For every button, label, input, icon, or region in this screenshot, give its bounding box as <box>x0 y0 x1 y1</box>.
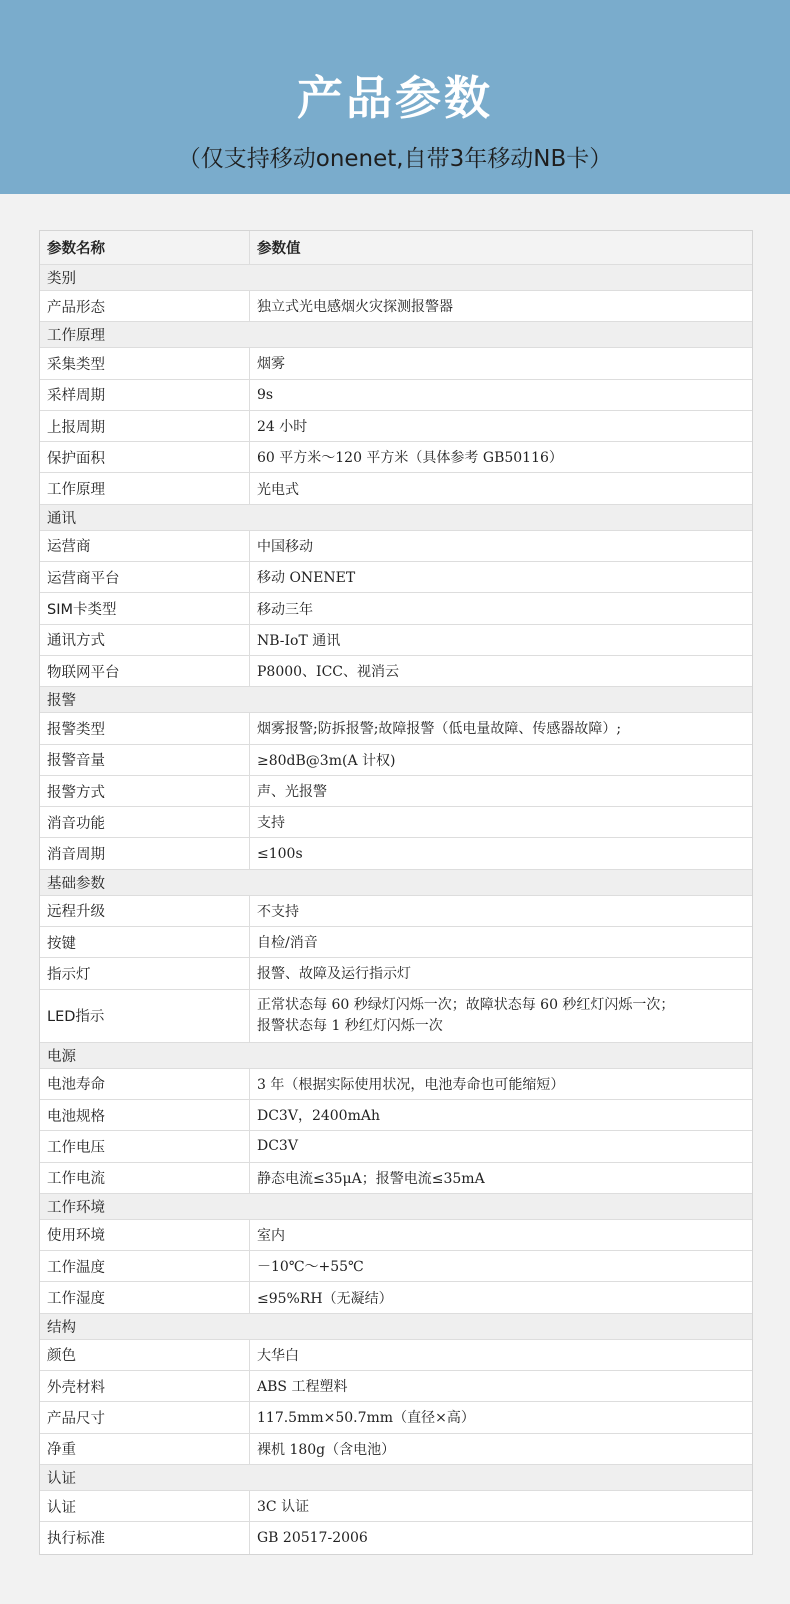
section-title: 工作原理 <box>47 328 105 345</box>
param-name: 报警音量 <box>40 745 250 775</box>
param-value: 不支持 <box>257 903 299 920</box>
table-row <box>40 531 752 562</box>
param-name: 产品形态 <box>40 291 250 321</box>
param-value: ≥80dB@3m(A 计权) <box>257 752 396 769</box>
column-header-value: 参数值 <box>257 241 301 257</box>
param-value: 移动三年 <box>257 601 313 618</box>
param-value: 裸机 180g（含电池） <box>257 1441 396 1458</box>
section-row <box>40 870 752 896</box>
section-title: 类别 <box>47 271 76 287</box>
param-value <box>250 990 752 1042</box>
table-row <box>40 1491 752 1522</box>
param-value: DC3V <box>257 1138 298 1155</box>
table-row <box>40 1251 752 1282</box>
param-name: 通讯方式 <box>40 625 250 655</box>
table-row <box>40 1131 752 1162</box>
param-name: 认证 <box>40 1491 250 1521</box>
param-value: 移动 ONENET <box>257 570 356 587</box>
section-row <box>40 505 752 531</box>
table-row <box>40 562 752 593</box>
param-value: P8000、ICC、视消云 <box>257 664 400 681</box>
table-row <box>40 411 752 442</box>
section-title: 结构 <box>47 1319 76 1336</box>
param-value-line: 报警状态每 1 秒红灯闪烁一次 <box>257 1017 443 1034</box>
param-name: 产品尺寸 <box>40 1402 250 1432</box>
table-row <box>40 927 752 958</box>
table-body <box>40 265 752 1554</box>
section-row <box>40 322 752 348</box>
param-value: 光电式 <box>257 481 299 498</box>
param-name: 颜色 <box>40 1340 250 1370</box>
table-row <box>40 958 752 989</box>
table-row <box>40 713 752 744</box>
param-value: 室内 <box>257 1227 285 1244</box>
param-value: 大华白 <box>257 1347 299 1364</box>
param-value: ≤100s <box>257 845 303 862</box>
param-value: 报警、故障及运行指示灯 <box>257 966 411 983</box>
table-row <box>40 745 752 776</box>
table-row <box>40 1522 752 1553</box>
section-row <box>40 1465 752 1491</box>
param-name: 工作温度 <box>40 1251 250 1281</box>
param-value: 60 平方米～120 平方米（具体参考 GB50116） <box>257 450 563 467</box>
table-row <box>40 1402 752 1433</box>
section-title: 工作环境 <box>47 1199 105 1216</box>
param-name: 报警类型 <box>40 713 250 743</box>
header-banner <box>0 0 790 194</box>
param-name: 报警方式 <box>40 776 250 806</box>
param-name: 电池寿命 <box>40 1069 250 1099</box>
table-row <box>40 656 752 687</box>
param-value-line: 正常状态每 60 秒绿灯闪烁一次；故障状态每 60 秒红灯闪烁一次； <box>257 996 675 1013</box>
param-name: 采集类型 <box>40 348 250 378</box>
param-name: 工作电流 <box>40 1163 250 1193</box>
table-row <box>40 896 752 927</box>
param-name: 使用环境 <box>40 1220 250 1250</box>
param-name: 上报周期 <box>40 411 250 441</box>
table-row <box>40 1371 752 1402</box>
table-row <box>40 593 752 624</box>
param-value: NB-IoT 通讯 <box>257 632 341 649</box>
param-name: 运营商 <box>40 531 250 561</box>
param-name: 净重 <box>40 1434 250 1464</box>
param-name: 消音功能 <box>40 807 250 837</box>
param-value: －10℃～+55℃ <box>257 1259 364 1276</box>
section-title: 认证 <box>47 1470 76 1487</box>
page-title: 产品参数 <box>297 71 493 125</box>
table-row <box>40 1340 752 1371</box>
param-value: ≤95%RH（无凝结） <box>257 1290 393 1307</box>
page-subtitle: （仅支持移动onenet,自带3年移动NB卡） <box>177 146 613 172</box>
param-value: 烟雾 <box>257 356 285 373</box>
table-header-row <box>40 231 752 265</box>
section-title: 通讯 <box>47 510 76 527</box>
param-value: 独立式光电感烟火灾探测报警器 <box>257 299 453 316</box>
table-row <box>40 473 752 504</box>
param-value: 静态电流≤35μA；报警电流≤35mA <box>257 1170 485 1187</box>
table-row <box>40 776 752 807</box>
param-name: 按键 <box>40 927 250 957</box>
param-name: 执行标准 <box>40 1522 250 1553</box>
param-name: SIM卡类型 <box>40 593 250 623</box>
param-name: 运营商平台 <box>40 562 250 592</box>
section-row <box>40 265 752 291</box>
param-value: 9s <box>257 386 274 403</box>
param-name: 远程升级 <box>40 896 250 926</box>
section-row <box>40 1043 752 1069</box>
param-name: 消音周期 <box>40 838 250 868</box>
spec-table <box>39 230 753 1555</box>
param-value: 中国移动 <box>257 538 313 555</box>
param-value: 3 年（根据实际使用状况，电池寿命也可能缩短） <box>257 1076 565 1093</box>
table-row <box>40 625 752 656</box>
table-row <box>40 807 752 838</box>
param-value: ABS 工程塑料 <box>257 1379 348 1396</box>
param-value: DC3V，2400mAh <box>257 1108 380 1125</box>
param-name: 工作电压 <box>40 1131 250 1161</box>
table-row <box>40 838 752 869</box>
param-name: 保护面积 <box>40 442 250 472</box>
section-row <box>40 1194 752 1220</box>
param-value: GB 20517-2006 <box>257 1529 368 1546</box>
table-row <box>40 291 752 322</box>
section-title: 报警 <box>47 693 76 710</box>
section-title: 基础参数 <box>47 875 105 892</box>
param-value: 声、光报警 <box>257 784 327 800</box>
column-header-name: 参数名称 <box>40 231 250 264</box>
param-name: 外壳材料 <box>40 1371 250 1401</box>
section-row <box>40 1314 752 1340</box>
table-row <box>40 1163 752 1194</box>
param-name: 电池规格 <box>40 1100 250 1130</box>
table-row <box>40 1069 752 1100</box>
table-row <box>40 380 752 411</box>
section-row <box>40 687 752 713</box>
param-value: 自检/消音 <box>257 935 318 952</box>
param-value: 117.5mm×50.7mm（直径×高） <box>257 1410 475 1427</box>
table-row <box>40 1100 752 1131</box>
table-row <box>40 1220 752 1251</box>
param-value: 3C 认证 <box>257 1499 310 1516</box>
table-row <box>40 1282 752 1313</box>
table-row <box>40 990 752 1043</box>
param-name: 工作原理 <box>40 473 250 503</box>
param-value: 24 小时 <box>257 419 308 436</box>
table-row <box>40 1434 752 1465</box>
param-value: 烟雾报警;防拆报警;故障报警（低电量故障、传感器故障）; <box>257 721 622 738</box>
param-name: 物联网平台 <box>40 656 250 686</box>
param-value: 支持 <box>257 815 285 832</box>
section-title: 电源 <box>47 1048 76 1065</box>
table-row <box>40 442 752 473</box>
table-row <box>40 348 752 379</box>
param-name: LED指示 <box>40 990 250 1042</box>
param-name: 采样周期 <box>40 380 250 410</box>
param-name: 工作湿度 <box>40 1282 250 1312</box>
param-name: 指示灯 <box>40 958 250 988</box>
